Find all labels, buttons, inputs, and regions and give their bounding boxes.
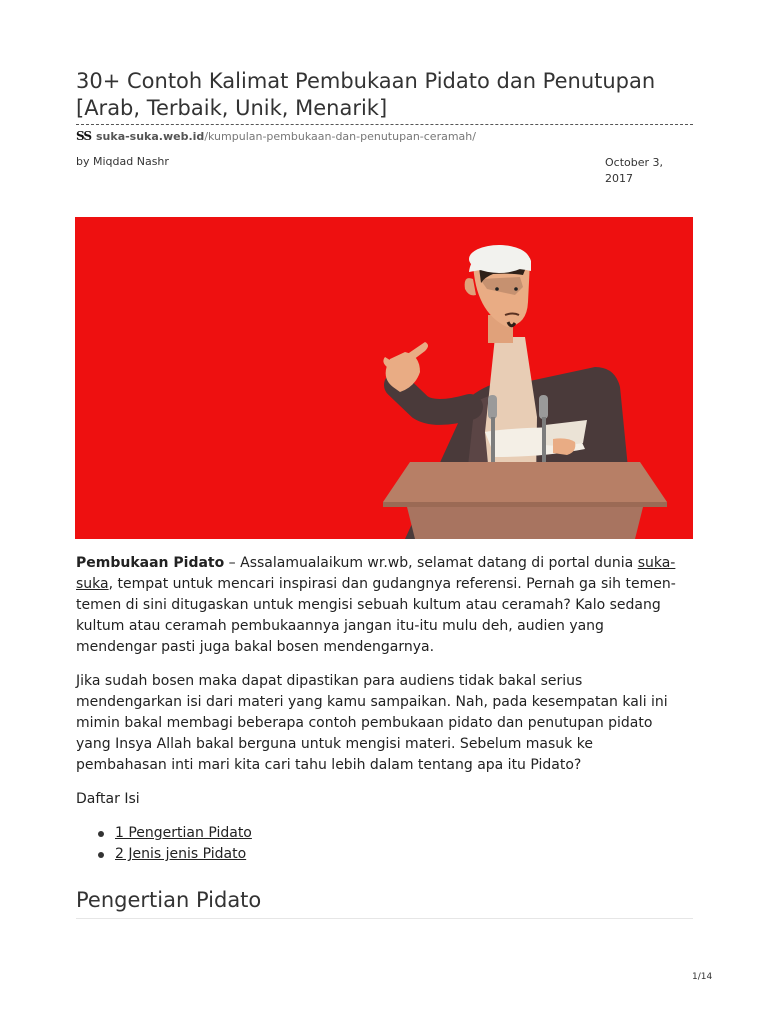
article-title: 30+ Contoh Kalimat Pembukaan Pidato dan Penutupan [Arab, Terbaik, Unik, Menarik] <box>76 69 656 120</box>
byline: by Miqdad Nashr <box>76 155 169 168</box>
speaker-at-podium-icon <box>75 217 693 539</box>
table-of-contents <box>96 823 252 865</box>
toc-title: Daftar Isi <box>76 791 140 807</box>
bullet-icon <box>98 831 104 837</box>
intro-bold-term: Pembukaan Pidato <box>76 555 225 571</box>
source-bar <box>76 124 693 147</box>
toc-link-pengertian[interactable]: 1 Pengertian Pidato <box>115 825 252 841</box>
section-heading: Pengertian Pidato <box>76 886 693 919</box>
toc-item <box>96 823 252 844</box>
bullet-icon <box>98 852 104 858</box>
intro-text-before-link: – Assalamualaikum wr.wb, selamat datang di portal dunia <box>224 555 638 571</box>
hero-image <box>75 217 693 539</box>
source-url[interactable] <box>96 130 476 144</box>
page-number: 1/14 <box>692 972 713 982</box>
toc-item <box>96 844 252 865</box>
source-path[interactable]: /kumpulan-pembukaan-dan-penutupan-ceramah/ <box>204 130 476 143</box>
intro-paragraph <box>76 553 688 658</box>
publish-date: October 3, 2017 <box>605 156 664 185</box>
body-paragraph: Jika sudah bosen maka dapat dipastikan para audiens tidak bakal serius mendengarkan isi dari materi yang kamu sampaikan. Nah, pada kesempatan kali ini mimin bakal membagi beberapa contoh pembukaan pidato dan penutupan pidato yang Insya Allah bakal berguna untuk mengisi materi. Sebelum masuk ke pembahasan inti mari kita cari tahu lebih dalam tentang apa itu Pidato? <box>76 673 668 773</box>
source-domain[interactable]: suka-suka.web.id <box>96 130 205 143</box>
intro-text-after-link: , tempat untuk mencari inspirasi dan gudangnya referensi. Pernah ga sih temen-temen di sini ditugaskan untuk mengisi sebuah kultum atau ceramah? Kalo sedang kultum atau ceramah pembukaannya jangan itu-itu mulu deh, audien yang mendengar pasti juga bakal bosen mendengarnya. <box>76 576 676 655</box>
toc-link-jenis[interactable]: 2 Jenis jenis Pidato <box>115 846 247 862</box>
site-link[interactable]: suka-suka <box>76 555 676 592</box>
site-logo-icon: SS <box>76 129 92 143</box>
